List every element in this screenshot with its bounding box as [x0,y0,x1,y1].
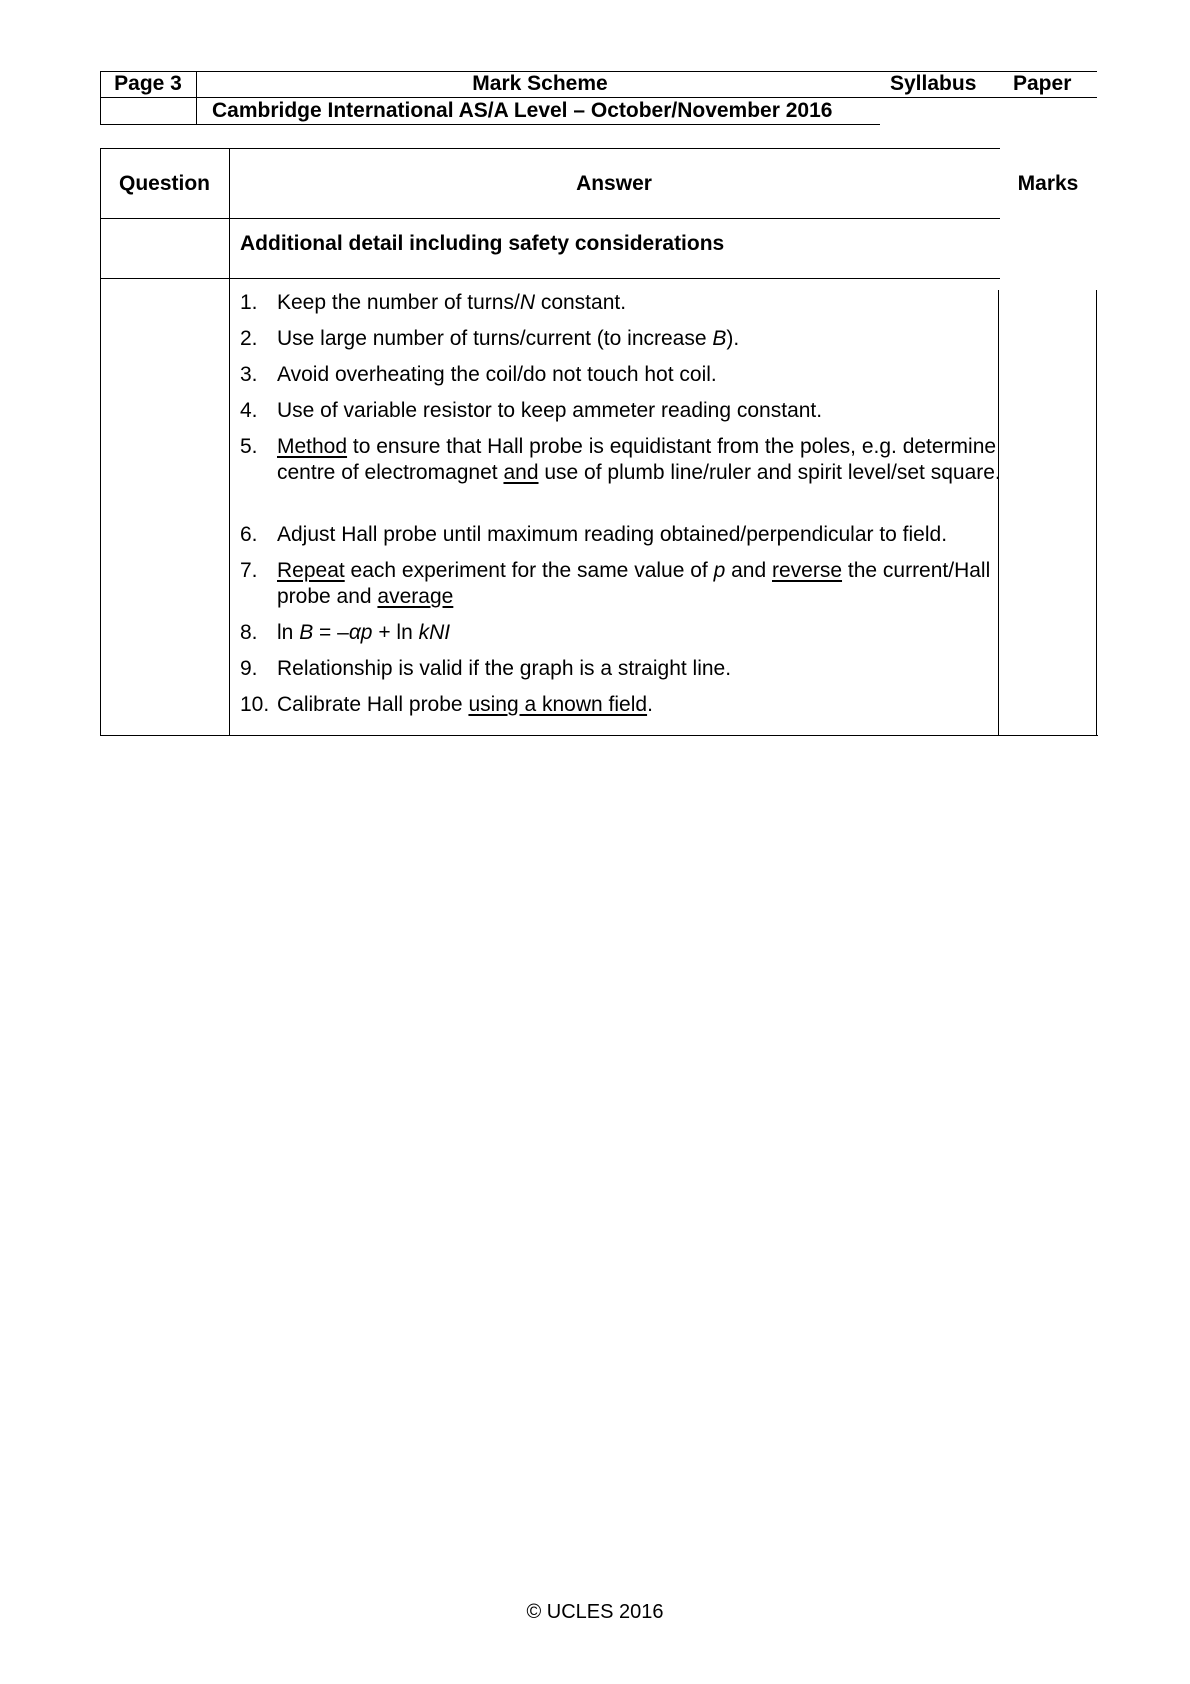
document-title: Mark Scheme [472,72,608,95]
item-number: 8. [240,621,258,644]
item-text: Keep the number of turns/N constant. [277,291,627,314]
item-text: Calibrate Hall probe using a known field. [277,693,653,716]
page-number: Page 3 [114,72,182,95]
answer-column-header: Answer [576,172,652,195]
item-text: Repeat each experiment for the same value of p and reverse the current/Hall probe and average [277,559,991,608]
item-number: 7. [240,559,258,582]
document-subtitle: Cambridge International AS/A Level – October/November 2016 [212,99,833,122]
item-number: 10. [240,693,270,716]
marks-column-header: Marks [1017,172,1079,195]
item-text: Relationship is valid if the graph is a straight line. [277,657,732,680]
item-number: 3. [240,363,258,386]
item-number: 4. [240,399,258,422]
copyright-footer: © UCLES 2016 [526,1601,664,1623]
section-heading: Additional detail including safety considerations [240,232,725,255]
item-text: Method to ensure that Hall probe is equidistant from the poles, e.g. determine centre of electromagnet and use of plumb line/ruler and spirit level/set square. [277,435,1001,484]
syllabus-label: Syllabus [890,72,977,95]
item-number: 2. [240,327,258,350]
item-number: 5. [240,435,258,458]
item-text: Adjust Hall probe until maximum reading obtained/perpendicular to field. [277,523,948,546]
item-text: Avoid overheating the coil/do not touch hot coil. [277,363,717,386]
item-number: 9. [240,657,258,680]
item-text: Use large number of turns/current (to increase B). [277,327,740,350]
item-number: 1. [240,291,258,314]
paper-label: Paper [1013,72,1072,95]
item-text: ln B = –αp + ln kNI [277,621,451,644]
item-number: 6. [240,523,258,546]
question-column-header: Question [118,172,210,195]
item-text: Use of variable resistor to keep ammeter reading constant. [277,399,823,422]
